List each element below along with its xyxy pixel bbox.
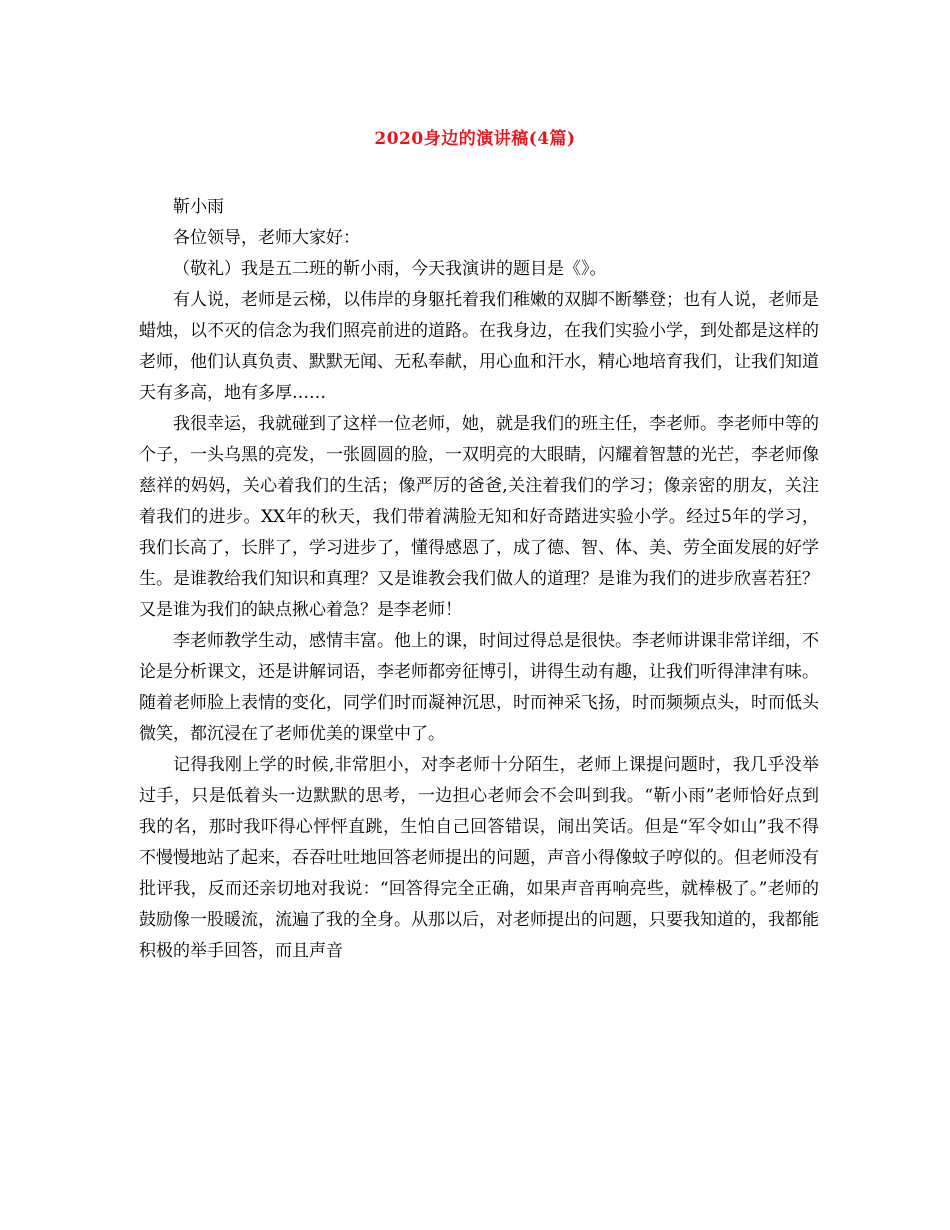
body-paragraph: 有人说，老师是云梯，以伟岸的身躯托着我们稚嫩的双脚不断攀登；也有人说，老师是蜡烛，以不灭的信念为我们照亮前进的道路。在我身边，在我们实验小学，到处都是这样的老师，他们认真负责、默默无闻、无私奉献，用心血和汗水，精心地培育我们，让我们知道天有多高，地有多厚…… [139, 290, 819, 403]
author-line: 靳小雨 [173, 197, 224, 217]
document-title: 2020身边的演讲稿(4篇) [374, 129, 576, 149]
body-paragraph: 李老师教学生动，感情丰富。他上的课，时间过得总是很快。李老师讲课非常详细，不论是分析课文，还是讲解词语，李老师都旁征博引，讲得生动有趣，让我们听得津津有味。随着老师脸上表情的变化，同学们时而凝神沉思，时而神采飞扬，时而频频点头，时而低头微笑，都沉浸在了老师优美的课堂中了。 [139, 631, 819, 744]
intro-paragraph: （敬礼）我是五二班的靳小雨，今天我演讲的题目是《》。 [173, 259, 607, 279]
salutation-line: 各位领导，老师大家好： [173, 228, 360, 248]
body-paragraph: 我很幸运，我就碰到了这样一位老师，她，就是我们的班主任，李老师。李老师中等的个子，一头乌黑的亮发，一张圆圆的脸，一双明亮的大眼睛，闪耀着智慧的光芒，李老师像慈祥的妈妈，关心着我们的生活；像严厉的爸爸,关注着我们的学习；像亲密的朋友，关注着我们的进步。XX年的秋天，我们带着满脸无知和好奇踏进实验小学。经过5年的学习，我们长高了，长胖了，学习进步了，懂得感恩了，成了德、智、体、美、劳全面发展的好学生。是谁教给我们知识和真理？又是谁教会我们做人的道理？是谁为我们的进步欣喜若狂？又是谁为我们的缺点揪心着急？是李老师！ [139, 414, 819, 620]
body-paragraph: 记得我刚上学的时候,非常胆小，对李老师十分陌生，老师上课提问题时，我几乎没举过手，只是低着头一边默默的思考，一边担心老师会不会叫到我。“靳小雨”老师恰好点到我的名，那时我吓得心怦怦直跳，生怕自己回答错误，闹出笑话。但是“军令如山”我不得不慢慢地站了起来，吞吞吐吐地回答老师提出的问题，声音小得像蚊子哼似的。但老师没有批评我，反而还亲切地对我说：“回答得完全正确，如果声音再响亮些，就棒极了。”老师的鼓励像一股暖流，流遍了我的全身。从那以后，对老师提出的问题，只要我知道的，我都能积极的举手回答，而且声音 [139, 755, 819, 961]
document-body [139, 192, 819, 967]
